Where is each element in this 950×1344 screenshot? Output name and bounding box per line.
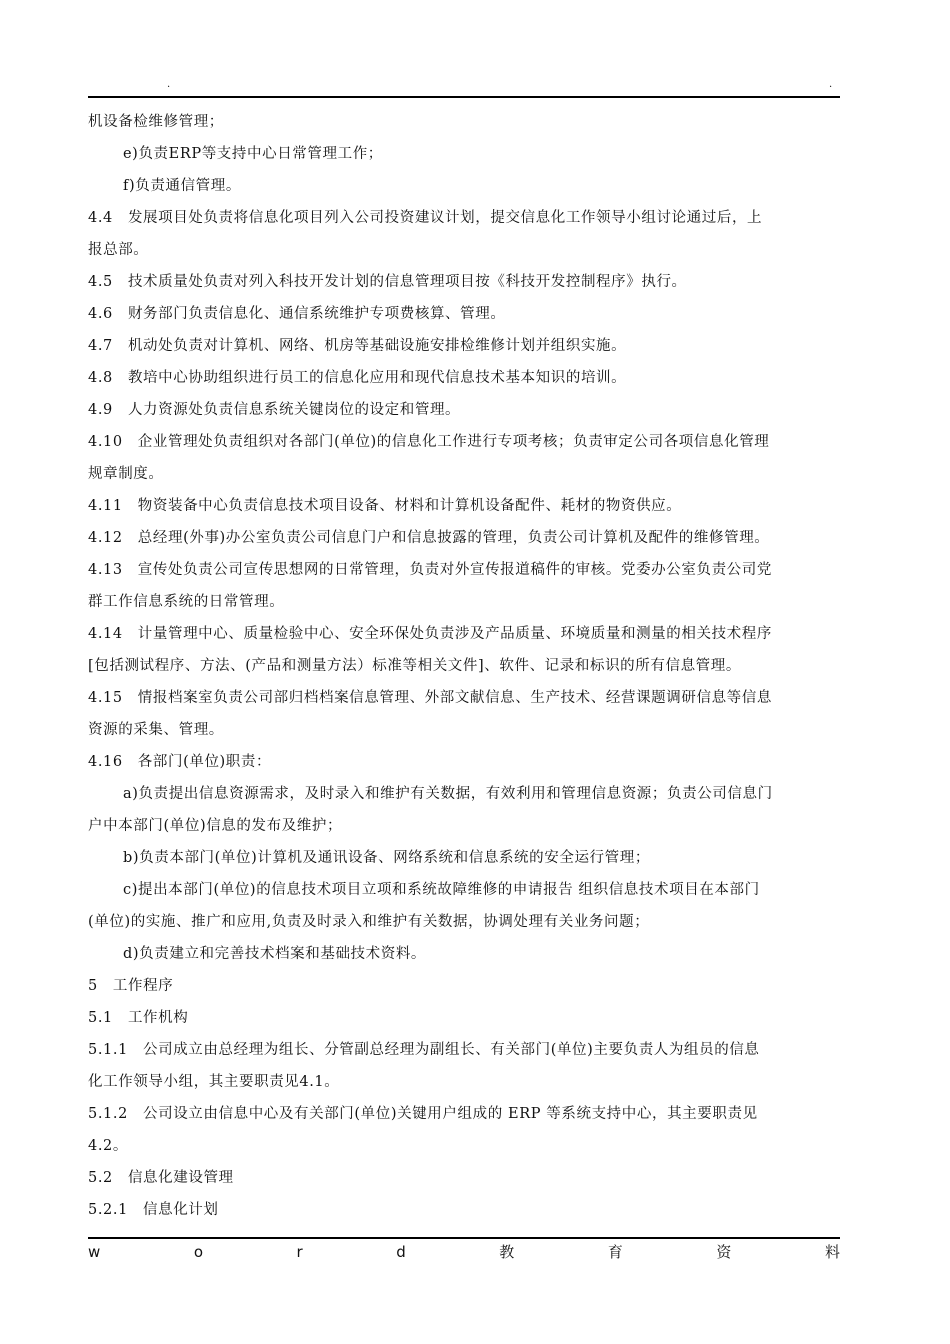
text-line: 户中本部门(单位)信息的发布及维护； xyxy=(88,818,343,834)
page-footer xyxy=(88,1240,840,1264)
text-line: 资源的采集、管理。 xyxy=(88,722,224,738)
text-line: 4.8 教培中心协助组织进行员工的信息化应用和现代信息技术基本知识的培训。 xyxy=(88,370,627,386)
document-body xyxy=(88,106,848,1226)
text-line: [包括测试程序、方法、(产品和测量方法）标准等相关文件]、软件、记录和标识的所有信息管理。 xyxy=(88,658,741,674)
header-mark-right: . xyxy=(829,79,833,90)
text-line: 5.1.2 公司设立由信息中心及有关部门(单位)关键用户组成的 ERP 等系统支持中心，其主要职责见 xyxy=(88,1106,758,1122)
header-rule xyxy=(88,96,840,98)
text-line: 4.2。 xyxy=(88,1138,128,1154)
text-line: c)提出本部门(单位)的信息技术项目立项和系统故障维修的申请报告 组织信息技术项目在本部门 xyxy=(123,882,760,898)
text-line: 4.11 物资装备中心负责信息技术项目设备、材料和计算机设备配件、耗材的物资供应。 xyxy=(88,498,682,514)
section-heading: 5.2.1 信息化计划 xyxy=(88,1202,219,1218)
text-line: 机设备检维修管理； xyxy=(88,114,224,130)
text-line: d)负责建立和完善技术档案和基础技术资料。 xyxy=(123,946,427,962)
footer-rule xyxy=(88,1237,840,1239)
footer-char: w xyxy=(88,1243,101,1261)
text-line: f)负责通信管理。 xyxy=(123,178,241,194)
text-line: 4.6 财务部门负责信息化、通信系统维护专项费核算、管理。 xyxy=(88,306,506,322)
text-line: (单位)的实施、推广和应用,负责及时录入和维护有关数据，协调处理有关业务问题； xyxy=(88,914,650,930)
text-line: 4.9 人力资源处负责信息系统关键岗位的设定和管理。 xyxy=(88,402,461,418)
text-line: 4.12 总经理(外事)办公室负责公司信息门户和信息披露的管理，负责公司计算机及配件的维修管理。 xyxy=(88,530,770,546)
text-line: 化工作领导小组，其主要职责见4.1。 xyxy=(88,1074,340,1090)
footer-char: d xyxy=(396,1243,406,1261)
header-mark-left: . xyxy=(167,79,171,90)
section-heading: 5.2 信息化建设管理 xyxy=(88,1170,234,1186)
text-line: 报总部。 xyxy=(88,242,149,258)
text-line: 4.16 各部门(单位)职责： xyxy=(88,754,272,770)
text-line: 4.4 发展项目处负责将信息化项目列入公司投资建议计划，提交信息化工作领导小组讨论通过后，上 xyxy=(88,210,763,226)
text-line: a)负责提出信息资源需求，及时录入和维护有关数据，有效利用和管理信息资源；负责公司信息门 xyxy=(123,786,773,802)
section-heading: 5.1 工作机构 xyxy=(88,1010,189,1026)
text-line: 4.5 技术质量处负责对列入科技开发计划的信息管理项目按《科技开发控制程序》执行。 xyxy=(88,274,687,290)
text-line: 4.13 宣传处负责公司宣传思想网的日常管理，负责对外宣传报道稿件的审核。党委办公室负责公司党 xyxy=(88,562,772,578)
footer-char: 育 xyxy=(607,1243,623,1261)
footer-char: 资 xyxy=(716,1243,732,1261)
text-line: 5.1.1 公司成立由总经理为组长、分管副总经理为副组长、有关部门(单位)主要负责人为组员的信息 xyxy=(88,1042,760,1058)
section-heading: 5 工作程序 xyxy=(88,978,174,994)
text-line: 4.7 机动处负责对计算机、网络、机房等基础设施安排检维修计划并组织实施。 xyxy=(88,338,627,354)
text-line: 4.15 情报档案室负责公司部归档档案信息管理、外部文献信息、生产技术、经营课题调研信息等信息 xyxy=(88,690,772,706)
text-line: 4.14 计量管理中心、质量检验中心、安全环保处负责涉及产品质量、环境质量和测量的相关技术程序 xyxy=(88,626,772,642)
footer-char: r xyxy=(296,1243,303,1261)
footer-char: 教 xyxy=(499,1243,515,1261)
text-line: 4.10 企业管理处负责组织对各部门(单位)的信息化工作进行专项考核；负责审定公司各项信息化管理 xyxy=(88,434,770,450)
text-line: 规章制度。 xyxy=(88,466,164,482)
text-line: b)负责本部门(单位)计算机及通讯设备、网络系统和信息系统的安全运行管理； xyxy=(123,850,650,866)
text-line: 群工作信息系统的日常管理。 xyxy=(88,594,285,610)
footer-char: 料 xyxy=(824,1243,840,1261)
text-line: e)负责ERP等支持中心日常管理工作； xyxy=(123,146,383,162)
footer-char: o xyxy=(193,1243,203,1261)
